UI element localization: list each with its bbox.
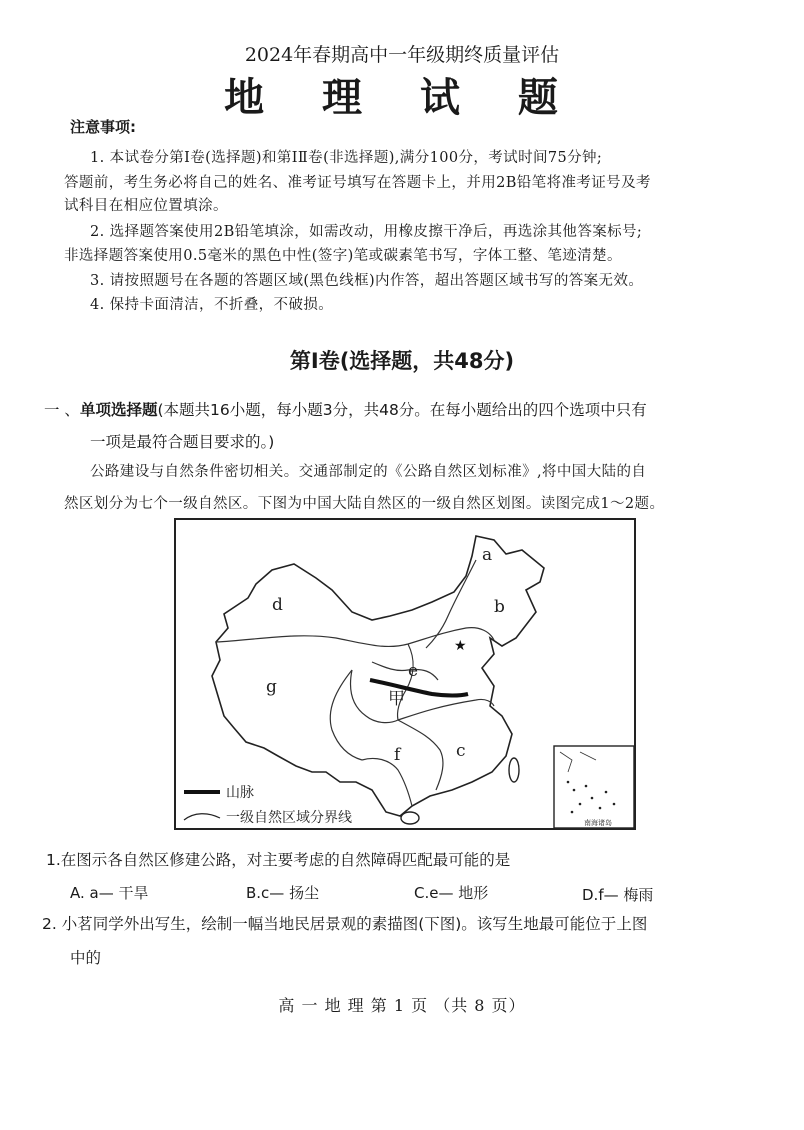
exam-subtitle: 2024年春期高中一年级期终质量评估 xyxy=(244,44,560,66)
boundary-line xyxy=(398,720,443,790)
q1-option-c[interactable]: C.e— 地形 xyxy=(414,884,489,902)
capital-star: ★ xyxy=(454,638,467,654)
note-line-1: 1. 本试卷分第Ⅰ卷(选择题)和第ⅠⅡ卷(非选择题),满分100分，考试时间75分钟; xyxy=(90,150,603,166)
region-e: e xyxy=(408,661,419,681)
part-description: (本题共16小题，每小题3分，共48分。在每小题给出的四个选项中只有 xyxy=(157,401,647,419)
question-1-stem: 1.在图示各自然区修建公路，对主要考虑的自然障碍匹配最可能的是 xyxy=(46,851,511,869)
legend-mountain-label: 山脉 xyxy=(226,785,254,801)
china-natural-region-map xyxy=(174,518,636,830)
legend-boundary-swatch xyxy=(184,814,220,820)
region-c: c xyxy=(456,741,466,761)
page-footer: 高 一 地 理 第 1 页 （共 8 页） xyxy=(278,996,526,1015)
q1-option-a[interactable]: A. a— 干旱 xyxy=(70,884,149,902)
note-line-2: 答题前，考生务必将自己的姓名、准考证号填写在答题卡上，并用2B铅笔将准考证号及考 xyxy=(64,175,651,191)
region-g: g xyxy=(266,677,277,697)
part-description-cont: 一项是最符合题目要求的。) xyxy=(90,433,275,451)
section-title: 第Ⅰ卷(选择题，共48分) xyxy=(289,349,515,373)
boundary-line xyxy=(216,628,494,647)
boundary-line xyxy=(351,670,494,723)
note-line-3: 试科目在相应位置填涂。 xyxy=(64,198,228,214)
mountain-label: 甲 xyxy=(388,689,405,709)
q1-option-d[interactable]: D.f— 梅雨 xyxy=(582,886,654,904)
passage-line-1: 公路建设与自然条件密切相关。交通部制定的《公路自然区划标准》,将中国大陆的自 xyxy=(90,464,647,480)
boundary-line xyxy=(372,662,438,680)
passage-line-2: 然区划分为七个一级自然区。下图为中国大陆自然区的一级自然区划图。读图完成1～2题。 xyxy=(64,496,665,512)
region-d: d xyxy=(272,595,283,615)
inset-label: 南海诸岛 xyxy=(584,819,612,827)
note-line-7: 4. 保持卡面清洁，不折叠，不破损。 xyxy=(90,297,334,313)
boundary-line xyxy=(426,560,476,648)
mountain-range xyxy=(370,680,468,696)
note-line-6: 3. 请按照题号在各题的答题区域(黑色线框)内作答，超出答题区域书写的答案无效。 xyxy=(90,273,644,289)
note-line-4: 2. 选择题答案使用2B铅笔填涂，如需改动，用橡皮擦干净后，再选涂其他答案标号; xyxy=(90,224,643,240)
part-heading xyxy=(44,398,647,420)
boundary-line xyxy=(330,670,362,760)
part-number: 一 、 xyxy=(44,401,80,419)
boundary-line xyxy=(362,758,412,806)
hainan-island xyxy=(401,812,419,824)
part-name: 单项选择题 xyxy=(79,401,158,419)
china-outline xyxy=(212,536,544,816)
south-china-sea-inset xyxy=(554,746,634,828)
map-drawing xyxy=(176,520,636,830)
question-2-stem-cont: 中的 xyxy=(70,949,102,967)
notes-heading: 注意事项: xyxy=(70,118,136,136)
region-b: b xyxy=(494,597,505,617)
legend-boundary-label: 一级自然区域分界线 xyxy=(226,810,352,826)
question-2-stem: 2. 小茗同学外出写生，绘制一幅当地民居景观的素描图(下图)。该写生地最可能位于上图 xyxy=(42,915,648,933)
taiwan-island xyxy=(509,758,519,782)
note-line-5: 非选择题答案使用0.5毫米的黑色中性(签字)笔或碳素笔书写，字体工整、笔迹清楚。 xyxy=(64,248,622,264)
exam-title: 地 理 试 题 xyxy=(224,74,580,121)
region-f: f xyxy=(394,745,401,765)
q1-option-b[interactable]: B.c— 扬尘 xyxy=(246,884,320,902)
region-a: a xyxy=(482,545,493,565)
